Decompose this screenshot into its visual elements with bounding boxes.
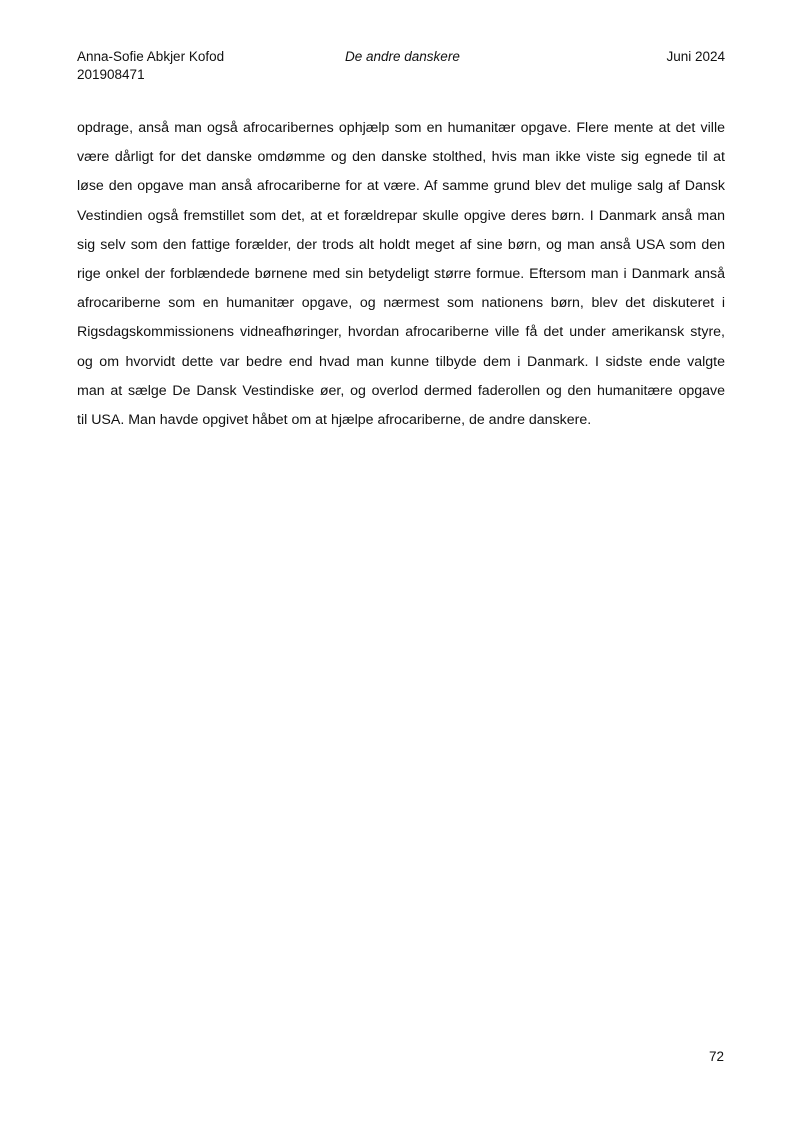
text-line: rige onkel der forblændede børnene med sin betydeligt større formue. Eftersom man i Danmark anså bbox=[77, 266, 725, 283]
header-author-block bbox=[77, 48, 224, 84]
body-paragraph bbox=[77, 114, 725, 435]
student-id: 201908471 bbox=[77, 67, 145, 82]
page-number: 72 bbox=[708, 1049, 724, 1064]
document-date: Juni 2024 bbox=[666, 49, 725, 64]
page-header bbox=[77, 48, 725, 88]
text-line: opdrage, anså man også afrocaribernes ophjælp som en humanitær opgave. Flere mente at det ville bbox=[77, 120, 725, 136]
text-line: man at sælge De Dansk Vestindiske øer, og overlod dermed faderollen og den humanitære opgave bbox=[77, 382, 725, 399]
text-line: til USA. Man havde opgivet håbet om at hjælpe afrocariberne, de andre danskere. bbox=[77, 412, 592, 429]
document-title: De andre danskere bbox=[345, 49, 460, 64]
text-line: sig selv som den fattige forælder, der trods alt holdt meget af sine børn, og man anså USA som den bbox=[77, 236, 725, 253]
text-line: Vestindien også fremstillet som det, at et forældrepar skulle opgive deres børn. I Danmark anså man bbox=[77, 207, 725, 224]
text-line: afrocariberne som en humanitær opgave, og nærmest som nationens børn, blev det diskuteret i bbox=[77, 295, 725, 312]
text-line: løse den opgave man anså afrocariberne for at være. Af samme grund blev det mulige salg af Dansk bbox=[77, 178, 725, 195]
author-name: Anna-Sofie Abkjer Kofod bbox=[77, 49, 225, 64]
text-line: og om hvorvidt dette var bedre end hvad man kunne tilbyde dem i Danmark. I sidste ende valgte bbox=[77, 353, 725, 370]
text-line: være dårligt for det danske omdømme og den danske stolthed, hvis man ikke viste sig egnede til at bbox=[77, 149, 725, 166]
text-line: Rigsdagskommissionens vidneafhøringer, hvordan afrocariberne ville få det under amerikansk styre, bbox=[77, 324, 725, 341]
